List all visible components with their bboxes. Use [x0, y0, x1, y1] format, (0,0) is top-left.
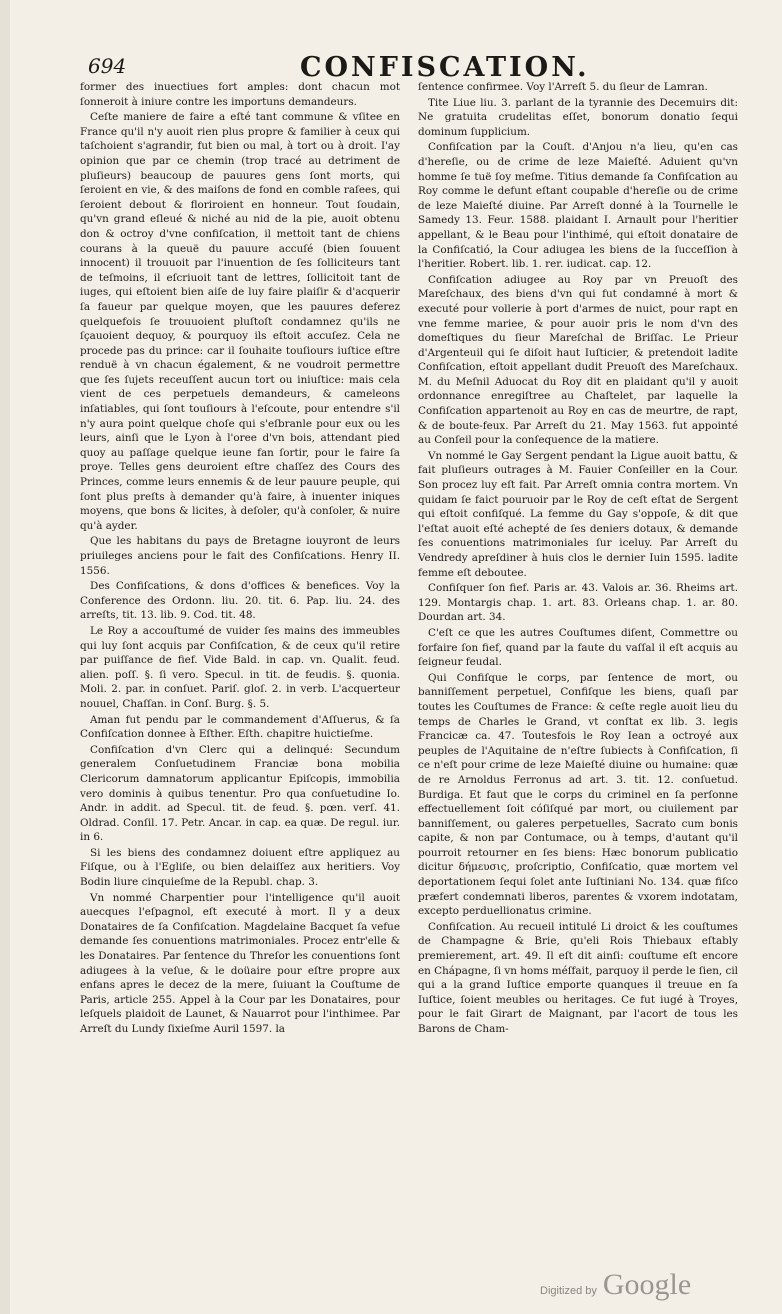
paragraph: Confiſcation par la Couſt. d'Anjou n'a lieu, qu'en cas d'hereſie, ou de crime de leze Maieſté. Aduient qu'vn homme ſe tuë ſoy meſme. Titius demande ſa Confiſcation au Roy comme le defunt eſtant coupable d'hereſie ou de crime de leze Maieſté diuine. Par Arreſt donné à la Tournelle le Samedy 13. Feur. 1588. plaidant I. Arnault pour l'heritier appellant, & le Beau pour l'inthimé, qui eſtoit donataire de la Confiſcatió, la Cour adiugea les biens de la ſucceſſion à l'heritier. Robert. lib. 1. rer. iudicat. cap. 12. [418, 141, 738, 271]
paragraph: Confiſcation adiugee au Roy par vn Preuoſt des Mareſchaux, des biens d'vn qui fut condamné à mort & executé pour vollerie à port d'armes de nuict, pour rapt en vne femme mariee, & pour auoir pris le nom d'vn des domeſtiques du ſieur Mareſchal de Briſſac. Le Prieur d'Argenteuil qui ſe diſoit haut Iuſticier, & pretendoit ladite Confiſcation, eſtoit appellant dudit Preuoſt des Mareſchaux. M. du Meſnil Aduocat du Roy dit en plaidant qu'il y auoit ordonnance enregiſtree au Chaſtelet, par laquelle la Confiſcation appartenoit au Roy en cas de meurtre, de rapt, & de boute-feux. Par Arreſt du 21. May 1563. fut appointé au Conſeil pour la conſequence de la matiere. [418, 273, 738, 447]
page-gutter [0, 0, 10, 1314]
paragraph: Tite Liue liu. 3. parlant de la tyrannie des Decemuirs dit: Ne gratuita crudelitas eſſet, bonorum donatio ſequi dominum ſupplicium. [418, 96, 738, 138]
paragraph: ſentence confirmee. Voy l'Arreſt 5. du ſieur de Lamran. [418, 81, 708, 93]
paragraph: Vn nommé le Gay Sergent pendant la Ligue auoit battu, & fait pluſieurs outrages à M. Fauier Conſeiller en la Cour. Son procez luy eſt fait. Par Arreſt omnia contra mortem. Vn quidam ſe faict pouruoir par le Roy de ceſt eſtat de Sergent qui eſtoit confiſqué. La femme du Gay s'oppoſe, & dit que l'eſtat auoit eſté achepté de ſes deniers dotaux, & demande ſes conuentions matrimoniales ſur iceluy. Par Arreſt du Vendredy apreſdiner à huis clos le dernier Iuin 1595. ladite femme eſt deboutee. [418, 449, 738, 579]
digitized-footer [540, 1268, 691, 1302]
running-title: CONFISCATION. [300, 52, 590, 83]
left-column [80, 80, 400, 1038]
paragraph: Ceſte maniere de faire a eſté tant commune & vſitee en France qu'il n'y auoit rien plus propre & familier à ceux qui taſchoient s'agrandir, fut bien ou mal, à tort ou à droit. I'ay opinion que par ce chemin (trop tracé au detriment de pluſieurs) beaucoup de pauures gens ſont morts, qui ſeroient en vie, & des maiſons de fond en comble raſees, qui ſeroient debout & floriroient en honneur. Tout ſoudain, qu'vn grand eſleué & niché au nid de la pie, auoit obtenu don & octroy d'vne confiſcation, il mettoit tant de chiens courans à la queuë du pauure accuſé (bien ſouuent innocent) il trouuoit par l'inuention de ſes ſolliciteurs tant de teſmoins, il eſcriuoit tant de lettres, ſollicitoit tant de iuges, qui eſtoient bien aiſe de luy faire plaiſir & d'acquerir ſa faueur par quelque moyen, que les pauures deferez quelquefois ſe trouuoient pluſtoſt condamnez qu'ils ne ſçauoient dequoy, & pourquoy ils eſtoit accuſez. Cela ne procede pas du prince: car il ſouhaite touſiours iuſtice eſtre renduë à vn chacun également, & ne voudroit permettre que ſes ſujets receuſſent aucun tort ou iniuſtice: mais cela vient de ces perpetuels demandeurs, & cameleons inſatiables, qui ſont touſiours à l'eſcoute, pour entendre s'il n'y aura point quelque choſe qui s'eſbranle pour eux ou les leurs, ainſi que le Lyon à l'oree d'vn bois, attendant pied quoy au paſſage quelque ieune fan ſortir, pour le faire ſa proye. Telles gens deuroient eſtre chaſſez des Cours des Princes, comme leurs ennemis & de leur pauure peuple, qui ſont plus preſts à demander qu'à faire, à inuenter iniques moyens, que bons & licites, à deſoler, qu'à conſoler, & nuire qu'à ayder. [80, 111, 400, 532]
paragraph: former des inuectiues fort amples: dont chacun mot ſonneroit à iniure contre les importuns demandeurs. [80, 81, 400, 108]
page-number: 694 [88, 54, 127, 78]
paragraph: Des Confiſcations, & dons d'offices & benefices. Voy la Conference des Ordonn. liu. 20. tit. 6. Pap. liu. 24. des arreſts, tit. 13. lib. 9. Cod. tit. 48. [80, 580, 400, 622]
paragraph: Confiſcation. Au recueil intitulé Li droict & les couſtumes de Champagne & Brie, qu'eli Rois Thiebaux eſtably premierement, art. 49. Il eſt dit ainſi: couſtume eſt encore en Chápagne, ſi vn homs méſfait, parquoy il perde le ſien, cil qui a la grand Iuſtice emporte quanques il treuue en ſa Iuſtice, ſoient meubles ou heritages. Ce fut iugé à Troyes, pour le fait Girart de Maignant, par l'acort de tous les Barons de Cham- [418, 920, 738, 1035]
right-column [418, 80, 738, 1038]
paragraph: Que les habitans du pays de Bretagne iouyront de leurs priuileges anciens pour le fait des Confiſcations. Henry II. 1556. [80, 535, 400, 577]
digitized-by-text: Digitized by [540, 1285, 597, 1297]
paragraph: Qui Confiſque le corps, par ſentence de mort, ou banniſſement perpetuel, Confiſque les biens, quaſi par toutes les Couſtumes de France: & ceſte regle auoit lieu du temps de Charles le Grand, vt conſtat ex lib. 3. legis Francicæ ca. 47. Toutesfois le Roy Iean a octroyé aux peuples de l'Aquitaine de n'eſtre ſubiects à Confiſcation, ſi ce n'eſt pour crime de leze Maieſté diuine ou humaine: quæ de re Arnoldus Ferronus ad art. 3. tit. 12. conſuetud. Burdiga. Et faut que le corps du criminel en ſa perſonne effectuellement ſoit cóſiſqué par mort, ou ciuilement par banniſſement, ou galeres perpetuelles, Sacrato cum bonis capite, & non par Contumace, ou à temps, d'autant qu'il pourroit retourner en ſes biens: Hæc bonorum publicatio dicitur δήμευσις, proſcriptio, Confiſcatio, quæ mortem vel deportationem ſequi ſolet ante Iuſtiniani No. 134. quæ fiſco præfert condemnati liberos, parentes & vxorem indotatam, excepto perduellionatus crimine. [418, 671, 738, 918]
paragraph: Confiſcation d'vn Clerc qui a delinqué: Secundum generalem Conſuetudinem Franciæ bona mobilia Clericorum damnatorum applicantur Epiſcopis, immobilia vero dominis à quibus tenentur. Pro qua conſuetudine Io. Andr. in addit. ad Specul. tit. de feud. §. pœn. verſ. 41. Oldrad. Conſil. 17. Petr. Ancar. in cap. ea quæ. De regul. iur. in 6. [80, 743, 400, 844]
paragraph: Vn nommé Charpentier pour l'intelligence qu'il auoit auecques l'eſpagnol, eſt executé à mort. Il y a deux Donataires de ſa Confiſcation. Magdelaine Bacquet ſa vefue demande ſes conuentions matrimoniales. Procez entr'elle & les Donataires. Par ſentence du Threſor les conuentions ſont adiugees à la veſue, & le doüaire pour eſtre propre aux enfans apres le decez de la mere, ſuiuant la Couſtume de Paris, article 255. Appel à la Cour par les Donataires, pour leſquels plaidoit de Launet, & Nauarrot pour l'inthimee. Par Arreſt du Lundy ſixieſme Auril 1597. la [80, 891, 400, 1035]
paragraph: Si les biens des condamnez doiuent eſtre appliquez au Fiſque, ou à l'Egliſe, ou bien delaiſſez aux heritiers. Voy Bodin liure cinquieſme de la Republ. chap. 3. [80, 846, 400, 889]
paragraph: Le Roy a accouſtumé de vuider ſes mains des immeubles qui luy ſont acquis par Confiſcation, & de ceux qu'il retire par puiſſance de fief. Vide Bald. in cap. vn. Qualit. feud. alien. poſſ. §. ſi vero. Specul. in tit. de feudis. §. quonia. Moli. 2. par. in conſuet. Pariſ. gloſ. 2. in verb. L'acquerteur nouuel, Chaſſan. in Conſ. Burg. §. 5. [80, 624, 400, 710]
paragraph: C'eſt ce que les autres Couſtumes diſent, Commettre ou forfaire ſon fief, quand par la faute du vaſſal il eſt acquis au ſeigneur feudal. [418, 626, 738, 669]
google-logo: Google [602, 1268, 692, 1301]
paragraph: Aman fut pendu par le commandement d'Aſſuerus, & ſa Confiſcation donnee à Eſther. Eſth. chapitre huictieſme. [80, 713, 400, 741]
paragraph: Confiſquer ſon fief. Paris ar. 43. Valois ar. 36. Rheims art. 129. Montargis chap. 1. art. 83. Orleans chap. 1. ar. 80. Dourdan art. 34. [418, 582, 738, 624]
